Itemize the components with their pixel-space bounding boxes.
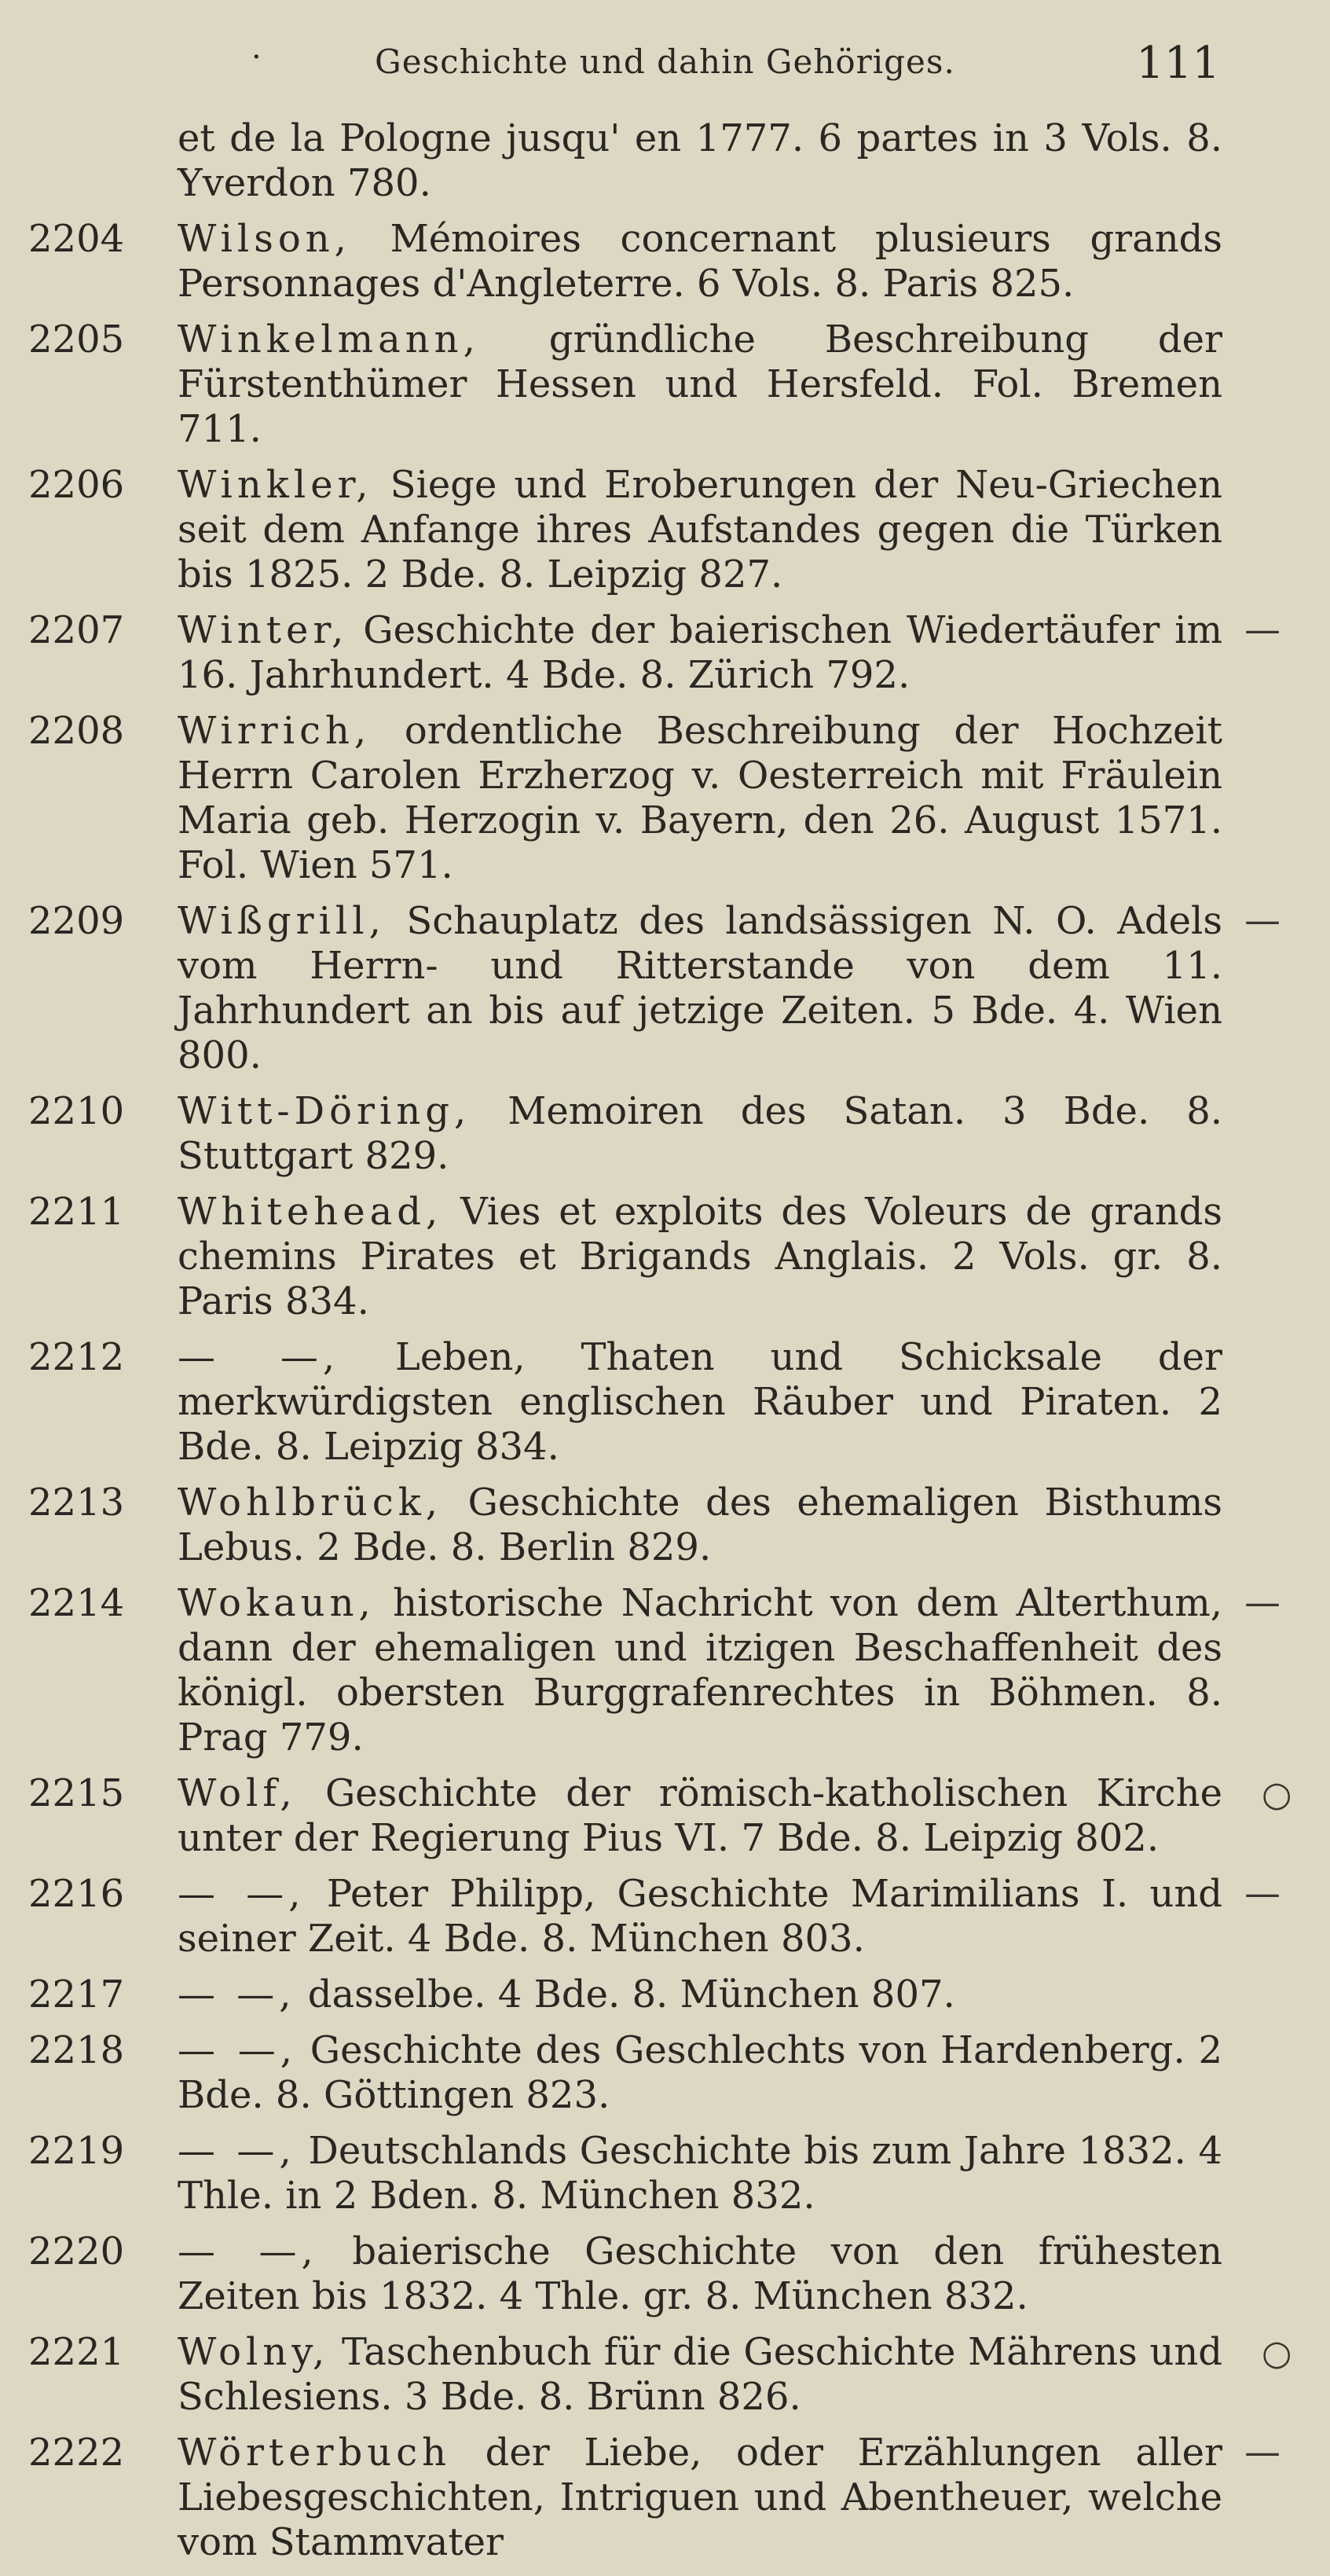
entry-description: Vies et exploits des Voleurs de grands chemins Pirates et Brigands Anglais. 2 Vols. gr. 8. Paris 834.	[178, 1190, 1222, 1323]
entry-number: 2209	[28, 899, 125, 943]
entry-author: — —,	[178, 2028, 298, 2072]
entry-description: ordentliche Beschreibung der Hochzeit Herrn Carolen Erzherzog v. Oesterreich mit Fräulein Maria geb. Herzogin v. Bayern, den 26. August 1571. Fol. Wien 571.	[178, 709, 1222, 887]
entry-number: 2219	[28, 2129, 125, 2173]
catalog-entry	[28, 1972, 1222, 2017]
margin-circle-mark: ○	[1262, 2333, 1292, 2373]
entry-text	[178, 1089, 1222, 1179]
entry-author: Wirrich,	[178, 709, 372, 753]
entry-number: 2215	[28, 1771, 125, 1815]
entry-author: — —,	[178, 1972, 296, 2016]
entry-description: Mémoires concernant plusieurs grands Personnages d'Angleterre. 6 Vols. 8. Paris 825.	[178, 217, 1222, 306]
entry-text	[178, 709, 1222, 888]
entry-author: — —,	[178, 2129, 296, 2173]
entry-author: — —,	[178, 2229, 318, 2273]
entry-text	[178, 1581, 1222, 1760]
entry-description: Schauplatz des landsässigen N. O. Adels vom Herrn- und Ritterstande von dem 11. Jahrhundert an bis auf jetzige Zeiten. 5 Bde. 4. Wien 800.	[178, 899, 1222, 1077]
entry-description: Peter Philipp, Geschichte Marimilians I. und seiner Zeit. 4 Bde. 8. München 803.	[178, 1872, 1222, 1961]
entry-text	[178, 1771, 1222, 1861]
catalog-entry	[28, 1872, 1281, 1961]
entry-text	[178, 899, 1222, 1078]
entry-description: Geschichte des Geschlechts von Hardenberg. 2 Bde. 8. Göttingen 823.	[178, 2028, 1222, 2117]
entry-description: Taschenbuch für die Geschichte Mährens und Schlesiens. 3 Bde. 8. Brünn 826.	[178, 2330, 1222, 2419]
entry-number: 2218	[28, 2028, 125, 2072]
catalog-entry	[28, 2330, 1292, 2420]
entry-description: historische Nachricht von dem Alterthum, dann der ehemaligen und itzigen Beschaffenheit des königl. obersten Burggrafenrechtes in Böhmen. 8. Prag 779.	[178, 1581, 1222, 1760]
entry-author: Wilson,	[178, 217, 351, 261]
entry-author: Wokaun,	[178, 1581, 376, 1625]
entry-description: Siege und Eroberungen der Neu-Griechen seit dem Anfange ihres Aufstandes gegen die Türken bis 1825. 2 Bde. 8. Leipzig 827.	[178, 463, 1222, 596]
entry-list	[28, 116, 1292, 2576]
entry-number: 2217	[28, 1972, 125, 2016]
entry-number: 2220	[28, 2229, 125, 2273]
catalog-entry	[28, 899, 1281, 1078]
entry-description: Geschichte der römisch-katholischen Kirche unter der Regierung Pius VI. 7 Bde. 8. Leipzig 802.	[178, 1771, 1222, 1860]
entry-description: der Liebe, oder Erzählungen aller Liebesgeschichten, Intriguen und Abentheuer, welche vom Stammvater	[178, 2431, 1222, 2564]
entry-text	[178, 1872, 1222, 1961]
entry-text	[178, 1190, 1222, 1324]
entry-number: 2206	[28, 463, 125, 507]
entry-text	[178, 2129, 1222, 2218]
catalog-entry	[28, 1771, 1292, 1861]
entry-text	[178, 2028, 1222, 2118]
entry-number: 2204	[28, 217, 125, 261]
entry-number: 2221	[28, 2330, 125, 2374]
entry-description: dasselbe. 4 Bde. 8. München 807.	[295, 1972, 955, 2016]
entry-author: — —,	[178, 1872, 306, 1916]
entry-text	[178, 317, 1222, 452]
entry-text	[178, 608, 1222, 698]
entry-number: 2210	[28, 1089, 125, 1133]
entry-text	[178, 463, 1222, 597]
catalog-entry	[28, 1335, 1222, 1470]
catalog-entry	[28, 317, 1222, 452]
entry-description: Geschichte der baierischen Wiedertäufer im 16. Jahrhundert. 4 Bde. 8. Zürich 792.	[178, 608, 1222, 697]
entry-text	[178, 1972, 1222, 2017]
catalog-entry	[28, 608, 1281, 698]
entry-number: 2207	[28, 608, 125, 652]
entry-description: et de la Pologne jusqu' en 1777. 6 partes in 3 Vols. 8. Yverdon 780.	[178, 116, 1222, 205]
entry-number: 2208	[28, 709, 125, 753]
entry-description: gründliche Beschreibung der Fürstenthümer Hessen und Hersfeld. Fol. Bremen 711.	[178, 317, 1222, 451]
entry-author: Whitehead,	[178, 1190, 443, 1234]
catalog-entry	[28, 2028, 1222, 2118]
catalog-entry	[28, 116, 1222, 206]
catalog-entry	[28, 2129, 1222, 2218]
page-header	[0, 33, 1330, 88]
entry-number: 2213	[28, 1481, 125, 1525]
entry-author: — —,	[178, 1335, 340, 1379]
catalog-entry	[28, 2229, 1222, 2319]
entry-number: 2222	[28, 2431, 125, 2475]
running-title: Geschichte und dahin Gehöriges.	[375, 42, 955, 81]
entry-text	[178, 2330, 1222, 2420]
catalog-entry	[28, 1089, 1222, 1179]
entry-text	[178, 2431, 1222, 2565]
margin-dash-mark: —	[1244, 608, 1281, 651]
catalog-entry	[28, 217, 1222, 306]
entry-text	[178, 217, 1222, 306]
page-number: 111	[1136, 38, 1220, 89]
entry-author: Witt-Döring,	[178, 1089, 471, 1133]
entry-author: Wolf,	[178, 1771, 297, 1815]
entry-author: Winkler,	[178, 463, 373, 507]
catalog-entry	[28, 1581, 1281, 1760]
catalog-entry	[28, 709, 1222, 888]
catalog-entry	[28, 463, 1222, 597]
entry-text	[178, 116, 1222, 206]
margin-dash-mark: —	[1244, 2431, 1281, 2473]
entry-text	[178, 1481, 1222, 1570]
entry-number: 2216	[28, 1872, 125, 1916]
catalog-entry	[28, 2431, 1281, 2565]
entry-author: Wohlbrück,	[178, 1481, 443, 1525]
margin-circle-mark: ○	[1262, 1774, 1292, 1815]
entry-description: Leben, Thaten und Schicksale der merkwürdigsten englischen Räuber und Piraten. 2 Bde. 8. Leipzig 834.	[178, 1335, 1223, 1469]
entry-author: Winter,	[178, 608, 349, 652]
entry-number: 2205	[28, 317, 125, 361]
catalog-entry	[28, 1190, 1222, 1324]
entry-description: Deutschlands Geschichte bis zum Jahre 1832. 4 Thle. in 2 Bden. 8. München 832.	[178, 2129, 1222, 2218]
margin-dash-mark: —	[1244, 1872, 1281, 1914]
entry-text	[178, 2229, 1222, 2319]
entry-description: Memoiren des Satan. 3 Bde. 8. Stuttgart 829.	[178, 1089, 1222, 1178]
entry-text	[178, 1335, 1222, 1470]
catalog-entry	[28, 1481, 1222, 1570]
entry-author: Wißgrill,	[178, 899, 386, 943]
margin-dash-mark: —	[1244, 1581, 1281, 1624]
entry-number: 2214	[28, 1581, 125, 1625]
entry-number: 2211	[28, 1190, 125, 1234]
header-dot: ·	[251, 39, 262, 75]
entry-number: 2212	[28, 1335, 125, 1379]
margin-dash-mark: —	[1244, 899, 1281, 941]
entry-description: baierische Geschichte von den frühesten Zeiten bis 1832. 4 Thle. gr. 8. München 832.	[178, 2229, 1222, 2318]
entry-author: Wolny,	[178, 2330, 330, 2374]
entry-author: Winkelmann,	[178, 317, 480, 361]
entry-author: Wörterbuch	[178, 2431, 451, 2475]
entry-description: Geschichte des ehemaligen Bisthums Lebus. 2 Bde. 8. Berlin 829.	[178, 1481, 1222, 1569]
